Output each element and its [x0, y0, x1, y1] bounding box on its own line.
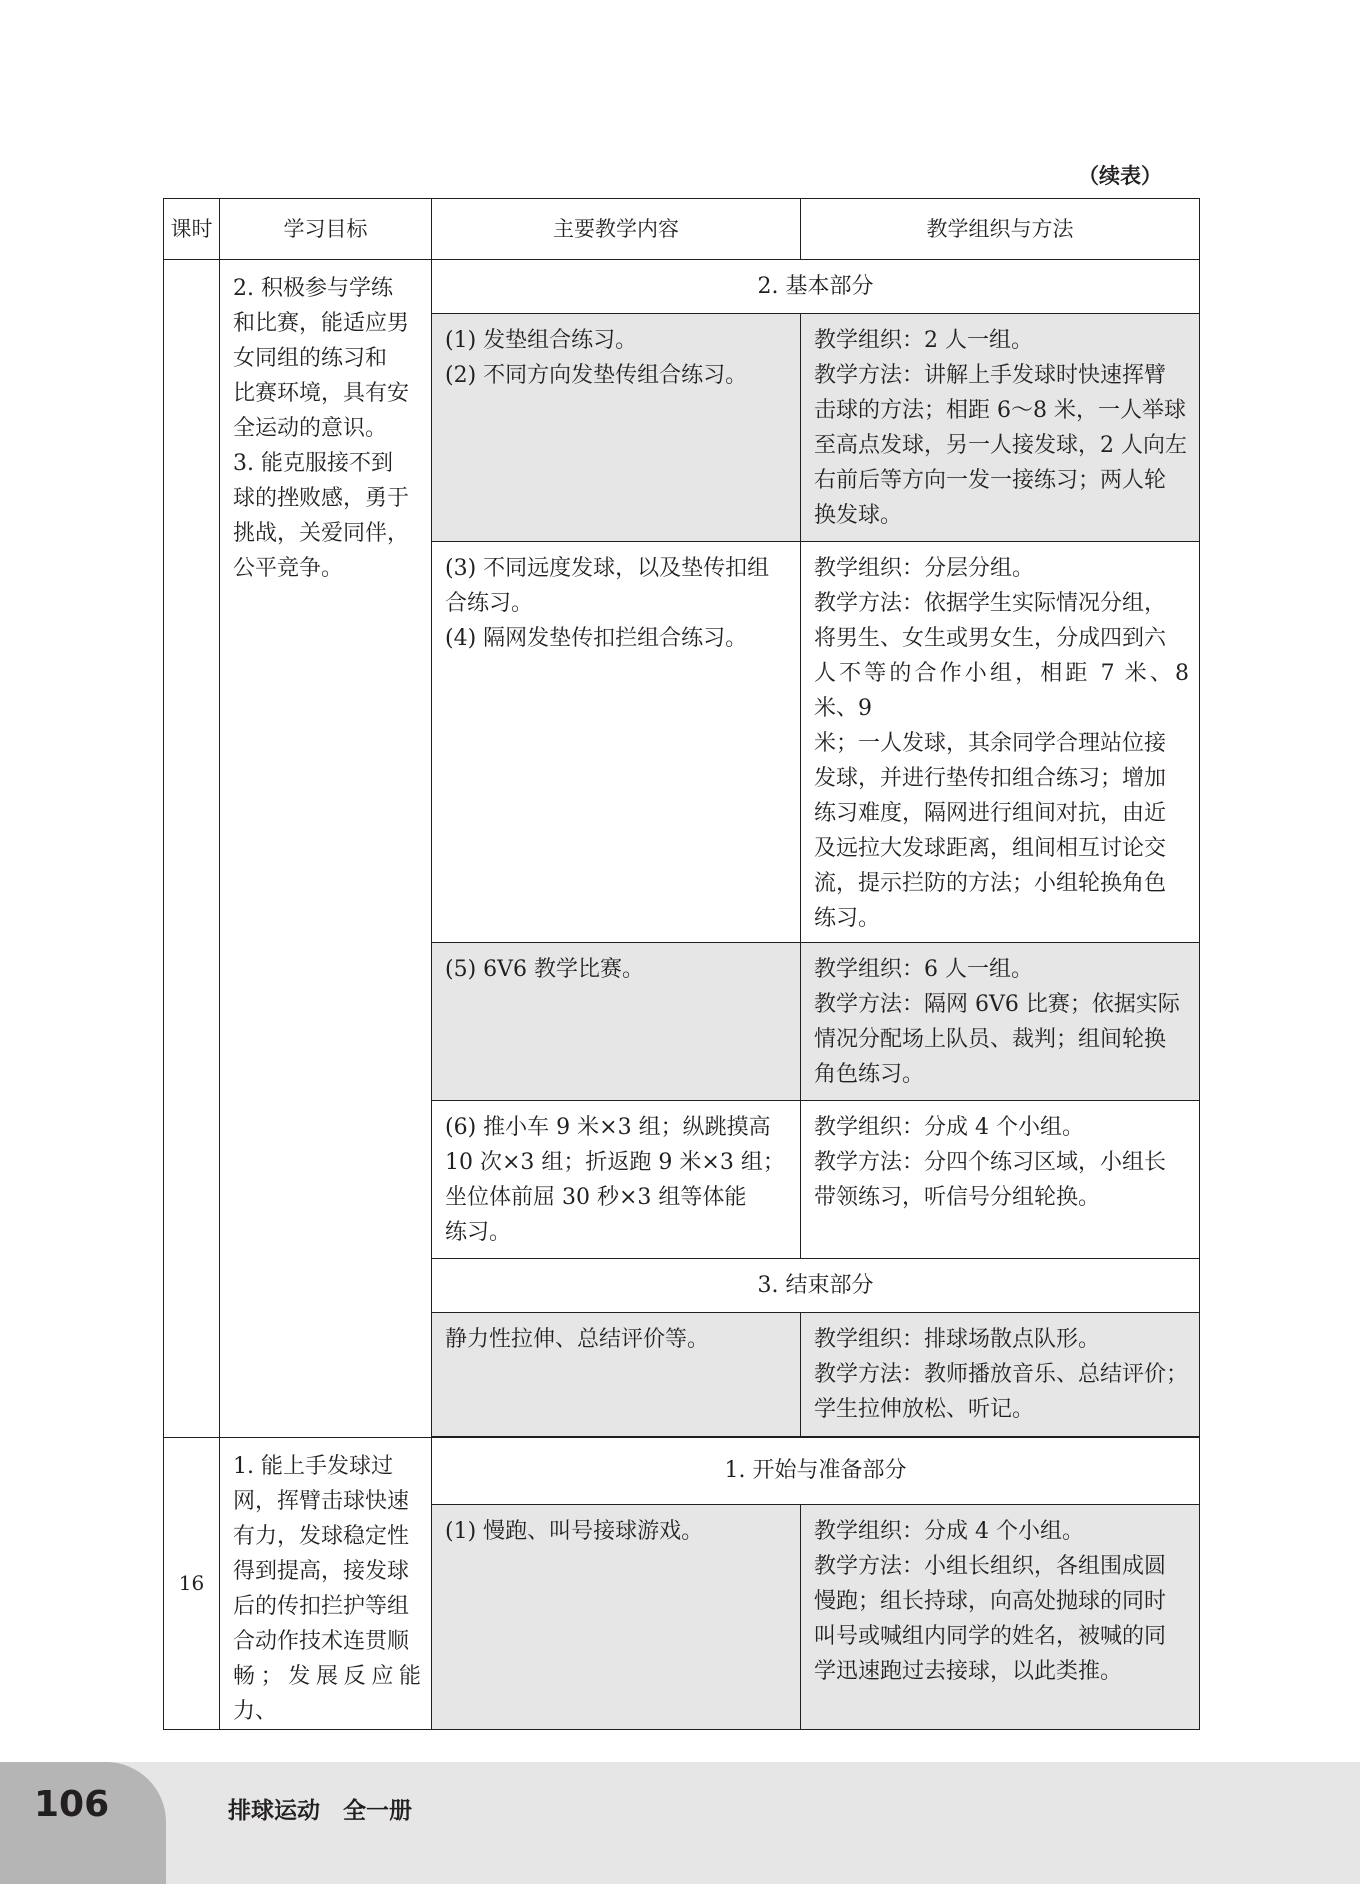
method-line: 教学方法：教师播放音乐、总结评价；	[814, 1362, 1189, 1387]
method-line: 情况分配场上队员、裁判；组间轮换	[814, 1027, 1167, 1052]
footer-bar	[0, 1762, 1360, 1884]
goal-line: 比赛环境，具有安	[233, 381, 410, 406]
method-line: 击球的方法；相距 6～8 米，一人举球	[814, 398, 1186, 423]
content-cell	[432, 542, 801, 943]
section-basic: 2. 基本部分	[432, 260, 1200, 314]
method-line: 教学组织：2 人一组。	[814, 328, 1033, 353]
lesson-plan-table	[163, 198, 1200, 1730]
method-line: 教学组织：分成 4 个小组。	[814, 1115, 1084, 1140]
lesson-number: 16	[164, 1438, 220, 1730]
goal-line: 全运动的意识。	[233, 416, 388, 441]
method-line: 发球，并进行垫传扣组合练习；增加	[814, 766, 1167, 791]
method-line: 慢跑；组长持球，向高处抛球的同时	[814, 1588, 1167, 1614]
method-line: 换发球。	[814, 503, 903, 528]
method-line: 练习。	[814, 906, 881, 931]
continued-label: （续表）	[1078, 164, 1162, 188]
method-cell	[801, 1313, 1200, 1437]
goal-line: 有力，发球稳定性	[233, 1524, 410, 1549]
method-line: 教学组织：分成 4 个小组。	[814, 1518, 1084, 1544]
page-number: 106	[34, 1784, 110, 1825]
method-line: 教学组织：排球场散点队形。	[814, 1327, 1101, 1352]
method-line: 叫号或喊组内同学的姓名，被喊的同	[814, 1623, 1167, 1649]
method-cell	[801, 1101, 1200, 1259]
method-line: 及远拉大发球距离，组间相互讨论交	[814, 836, 1167, 861]
content-line: (4) 隔网发垫传扣拦组合练习。	[445, 626, 748, 651]
content-line: 静力性拉伸、总结评价等。	[445, 1327, 710, 1352]
method-line: 流，提示拦防的方法；小组轮换角色	[814, 871, 1167, 896]
method-line: 米；一人发球，其余同学合理站位接	[814, 731, 1167, 756]
goal-line: 合动作技术连贯顺	[233, 1629, 410, 1654]
content-cell	[432, 1101, 801, 1259]
method-line: 将男生、女生或男女生，分成四到六	[814, 626, 1167, 651]
header-content: 主要教学内容	[432, 199, 801, 260]
table-row	[164, 1438, 1200, 1505]
goal-line: 畅；发展反应能力、	[233, 1664, 421, 1724]
goal-cell	[220, 260, 432, 1438]
method-line: 教学方法：讲解上手发球时快速挥臂	[814, 363, 1167, 388]
goal-line: 球的挫败感，勇于	[233, 486, 410, 511]
method-line: 教学组织：6 人一组。	[814, 957, 1033, 982]
content-line: (1) 慢跑、叫号接球游戏。	[445, 1518, 704, 1544]
content-line: 练习。	[445, 1220, 512, 1245]
goal-line: 挑战，关爱同伴，	[233, 521, 410, 546]
header-lesson: 课时	[164, 199, 220, 260]
goal-line: 得到提高，接发球	[233, 1559, 410, 1584]
method-cell	[801, 314, 1200, 542]
goal-line: 网，挥臂击球快速	[233, 1489, 410, 1514]
method-line: 教学方法：分四个练习区域，小组长	[814, 1150, 1167, 1175]
content-line: 合练习。	[445, 591, 534, 616]
section-start: 1. 开始与准备部分	[432, 1438, 1200, 1505]
goal-line: 1. 能上手发球过	[233, 1454, 393, 1479]
header-goal: 学习目标	[220, 199, 432, 260]
section-end: 3. 结束部分	[432, 1259, 1200, 1313]
goal-line: 公平竞争。	[233, 556, 344, 581]
content-cell	[432, 1313, 801, 1437]
content-line: 10 次×3 组；折返跑 9 米×3 组；	[445, 1150, 785, 1175]
goal-line: 女同组的练习和	[233, 346, 388, 371]
method-line: 学生拉伸放松、听记。	[814, 1397, 1035, 1422]
method-cell	[801, 542, 1200, 943]
table-header-row	[164, 199, 1200, 260]
content-cell	[432, 314, 801, 542]
goal-line: 2. 积极参与学练	[233, 276, 393, 301]
content-line: (6) 推小车 9 米×3 组；纵跳摸高	[445, 1115, 771, 1140]
method-line: 角色练习。	[814, 1062, 925, 1087]
goal-line: 3. 能克服接不到	[233, 451, 393, 476]
content-cell	[432, 943, 801, 1101]
table-row	[164, 260, 1200, 314]
method-line: 教学方法：隔网 6V6 比赛；依据实际	[814, 992, 1180, 1017]
content-line: (2) 不同方向发垫传组合练习。	[445, 363, 748, 388]
method-line: 至高点发球，另一人接发球，2 人向左	[814, 433, 1187, 458]
method-line: 教学方法：小组长组织，各组围成圆	[814, 1553, 1167, 1579]
method-line: 教学组织：分层分组。	[814, 556, 1035, 581]
header-method: 教学组织与方法	[801, 199, 1200, 260]
method-line: 人不等的合作小组，相距 7 米、8 米、9	[814, 661, 1189, 721]
goal-cell	[220, 1438, 432, 1730]
content-line: (1) 发垫组合练习。	[445, 328, 638, 353]
method-line: 练习难度，隔网进行组间对抗，由近	[814, 801, 1167, 826]
method-line: 右前后等方向一发一接练习；两人轮	[814, 468, 1167, 493]
method-cell	[801, 1504, 1200, 1729]
lesson-cell-blank	[164, 260, 220, 1438]
content-line: 坐位体前屈 30 秒×3 组等体能	[445, 1185, 747, 1210]
content-cell	[432, 1504, 801, 1729]
goal-line: 后的传扣拦护等组	[233, 1594, 410, 1619]
method-line: 教学方法：依据学生实际情况分组，	[814, 591, 1167, 616]
book-title: 排球运动 全一册	[228, 1798, 412, 1824]
method-line: 带领练习，听信号分组轮换。	[814, 1185, 1101, 1210]
content-line: (5) 6V6 教学比赛。	[445, 957, 645, 982]
method-cell	[801, 943, 1200, 1101]
content-line: (3) 不同远度发球，以及垫传扣组	[445, 556, 770, 581]
method-line: 学迅速跑过去接球，以此类推。	[814, 1658, 1123, 1684]
goal-line: 和比赛，能适应男	[233, 311, 410, 336]
